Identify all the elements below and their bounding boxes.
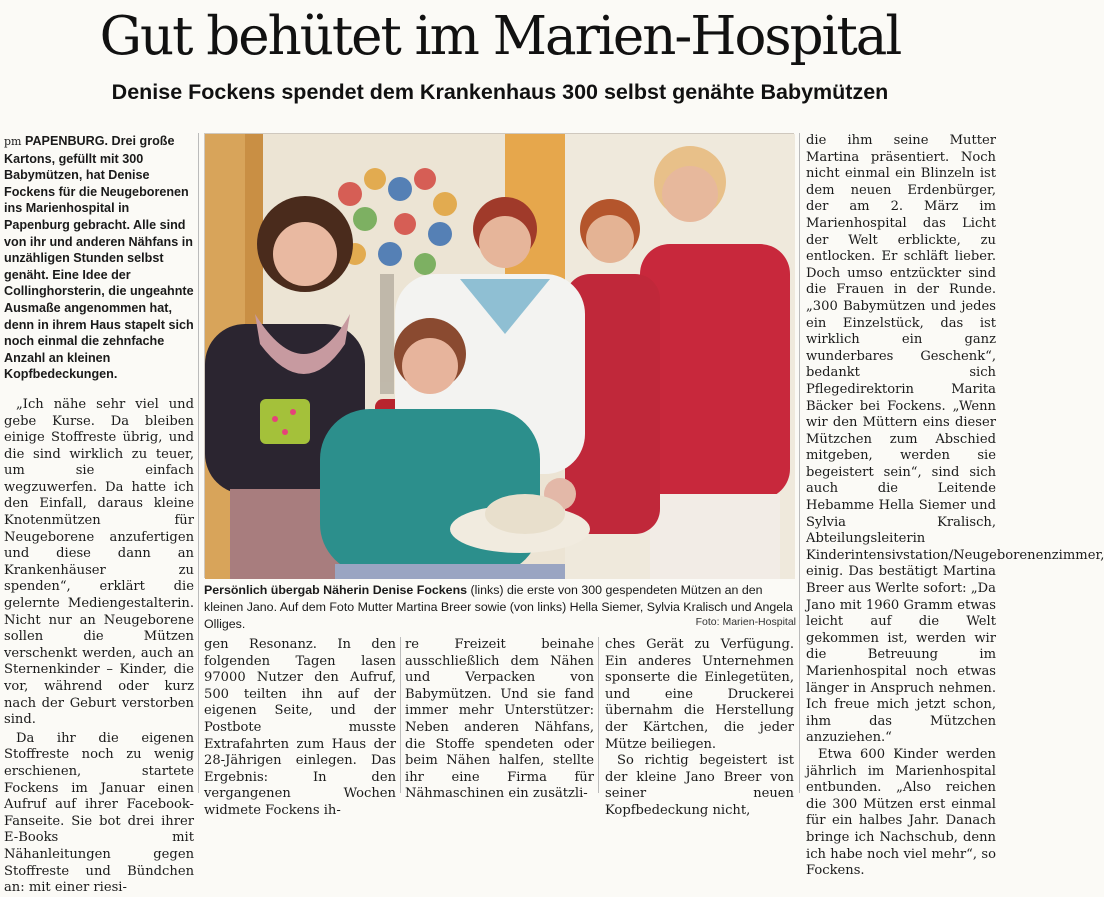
body-paragraph: die ihm seine Mutter Martina präsentiert. Noch nicht einmal ein Blinzeln ist dem neuen Erdenbürger, der am 2. März im Marienhospital das Licht der Welt erblickte, zu entlocken. Er schläft lieber. Doch umso entzückter sind die Frauen in der Runde. „300 Babymützen und jedes ein Einzelstück, das ist wirklich ein ganz wunderbares Geschenk“, bedankt sich Pflegedirektorin Marita Bäcker bei Fockens. „Wenn wir den Müttern eins dieser Mützchen zum Abschied mitgeben, werden sie begeistert sein“, sind sich auch die Leitende Hebamme Hella Siemer und Sylvia Kralisch, Abteilungsleiterin Kinderintensivstation/Neugeborenenzimmer, einig. Das bestätigt Martina Breer aus Werlte sofort: „Da Jano mit 1960 Gramm etwas leicht auf die Welt gekommen ist, werden wir die Betreuung im Marienhospital noch etwas länger in Anspruch nehmen. Ich freue mich jetzt schon, ihm das Mützchen anzuziehen.“ bbox=[806, 133, 1104, 746]
body-paragraph: ches Gerät zu Verfügung. Ein anderes Unternehmen sponserte die Einlegetüten, und eine Druckerei übernahm die Herstellung der Kärtchen, die jeder Mütze beiliegen. bbox=[605, 637, 794, 752]
body-paragraph: re Freizeit beinahe ausschließlich dem Nähen und Verpacken von Babymützen. Und sie fand immer mehr Unterstützer: Neben anderen Nähfans, die Stoffe spendeten oder beim Nähen halfen, stellte ihr eine Firma für Nähmaschinen ein zusätzli- bbox=[405, 637, 594, 802]
dateline: PAPENBURG. Drei große bbox=[24, 134, 175, 148]
headline: Gut behütet im Marien-Hospital bbox=[99, 6, 901, 67]
caption-lead: Persönlich übergab Näherin Denise Fockens bbox=[204, 583, 468, 597]
body-paragraph: Etwa 600 Kinder werden jährlich im Marienhospital entbunden. „Also reichen die 300 Mützen erst einmal für ein halbes Jahr. Danach bringe ich Nachschub, denn ich habe noch viel mehr“, so Fockens. bbox=[806, 746, 996, 879]
photo-credit: Foto: Marien-Hospital bbox=[695, 616, 796, 628]
column-2 bbox=[204, 637, 396, 820]
lead-paragraph bbox=[4, 133, 194, 383]
column-4 bbox=[605, 637, 794, 820]
body-paragraph: Da ihr die eigenen Stoffreste noch zu wenig erschienen, startete Fockens im Januar einen Aufruf auf ihrer Facebook-Fanseite. Sie bot drei ihrer E-Books mit Nähanleitungen gegen Stoffreste und Bündchen an: mit einer riesi- bbox=[4, 730, 194, 896]
photo-illustration bbox=[205, 134, 795, 579]
body-paragraph: So richtig begeistert ist der kleine Jano Breer von seiner neuen Kopfbedeckung nicht, bbox=[605, 753, 794, 818]
body-paragraph: „Ich nähe sehr viel und gebe Kurse. Da bleiben einige Stoffreste übrig, und die sind wirklich zu teuer, um sie einfach wegzuwerfen. Da hatte ich den Einfall, daraus kleine Knotenmützen für Neugeborene anzufertigen und diese dann an Krankenhäuser zu spenden“, erklärt die gelernte Mediengestalterin. Nicht nur an Neugeborene sollen die Mützen verschenkt werden, auch an Sternenkinder – Kinder, die vor, während oder kurz nach der Geburt verstorben sind. bbox=[4, 396, 194, 728]
subheadline: Denise Fockens spendet dem Krankenhaus 300 selbst genähte Babymützen bbox=[111, 80, 889, 104]
lead-text: Kartons, gefüllt mit 300 Babymützen, hat Denise Fockens für die Neugeborenen ins Marienhospital in Papenburg gebracht. Alle sind von ihr und anderen Nähfans in unzähligen Stunden selbst genäht. Eine Idee der Collinghorsterin, die ungeahnte Ausmaße angenommen hat, denn in ihrem Haus stapelt sich noch einmal die zehnfache Anzahl an kleinen Kopfbedeckungen. bbox=[4, 151, 194, 382]
body-paragraph: gen Resonanz. In den folgenden Tagen lasen 97000 Nutzer den Aufruf, 500 teilten ihn auf der eigenen Seite, und der Postbote musste Extrafahrten zum Haus der 28-Jährigen einlegen. Das Ergebnis: In den vergangenen Wochen widmete Fockens ih- bbox=[204, 637, 396, 818]
column-rule bbox=[799, 133, 800, 793]
column-rule bbox=[400, 637, 401, 793]
column-rule bbox=[598, 637, 599, 793]
column-5 bbox=[806, 133, 1104, 880]
column-3 bbox=[405, 637, 594, 803]
byline: pm bbox=[4, 135, 22, 148]
column-1 bbox=[4, 133, 194, 897]
article-photo bbox=[204, 133, 794, 578]
column-rule bbox=[198, 133, 199, 793]
caption-text: (links) die erste von 300 gespendeten Mützen an den kleinen Jano. Auf dem Foto Mutter Martina Breer sowie (von links) Hella Siemer, Sylvia Kralisch und Angela Olliges. bbox=[204, 583, 793, 631]
